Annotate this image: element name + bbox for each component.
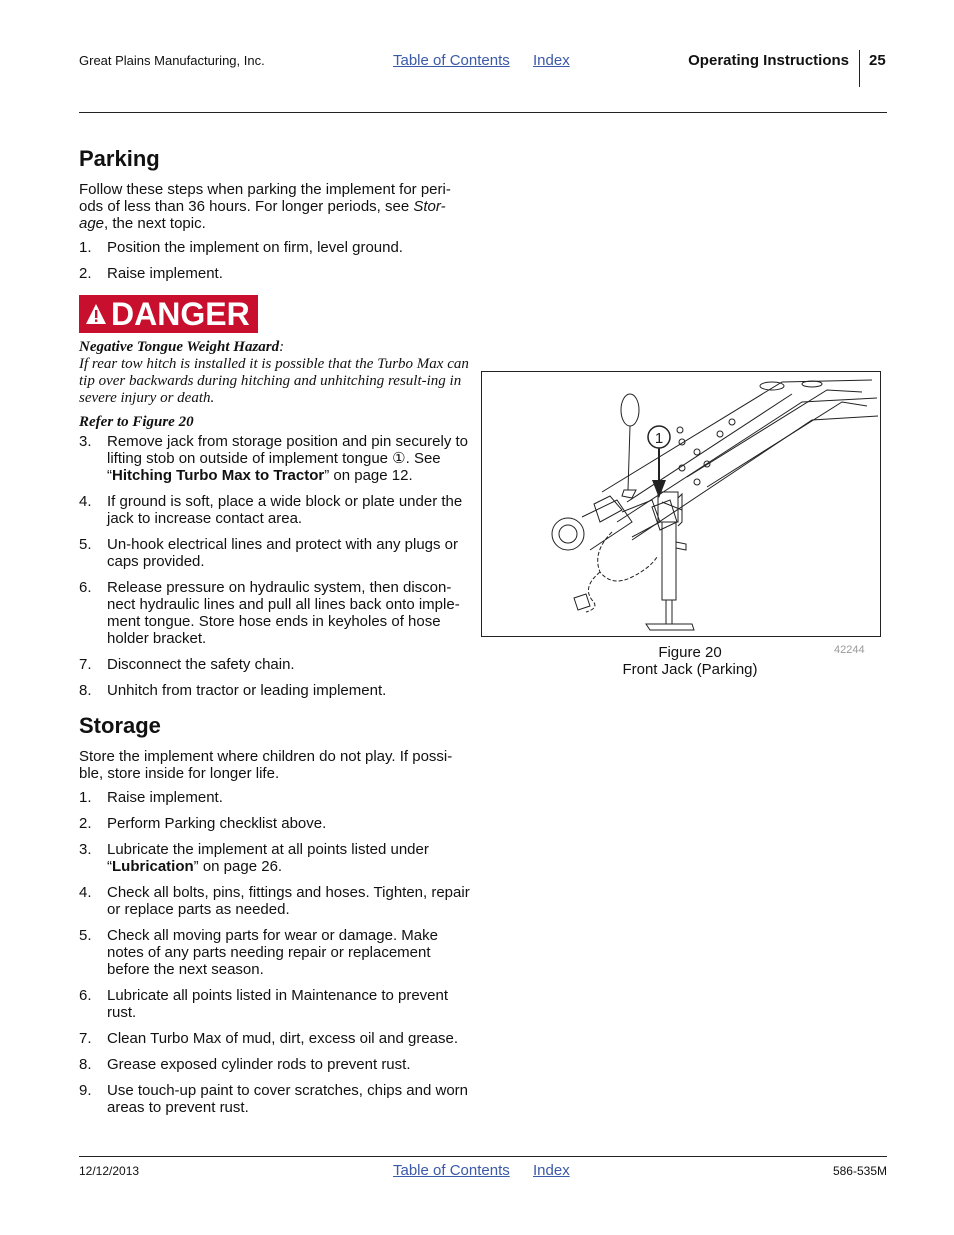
list-item: 1. Raise implement.: [79, 789, 223, 806]
header-toc-link[interactable]: Table of Contents: [393, 52, 510, 69]
front-jack-figure: [481, 371, 881, 637]
figure-image-id: 42244: [834, 644, 865, 656]
danger-label: DANGER: [111, 295, 250, 332]
figure-number: Figure 20: [658, 644, 722, 661]
storage-intro: Store the implement where children do not play. If possi-ble, store inside for longer life.: [79, 748, 453, 782]
section-title: Operating Instructions: [688, 52, 849, 69]
list-item: 5. Check all moving parts for wear or damage. Make notes of any parts needing repair or replacement before the next season.: [79, 927, 438, 978]
header-divider: [859, 50, 860, 87]
list-item: 4. Check all bolts, pins, fittings and hoses. Tighten, repair or replace parts as needed.: [79, 884, 470, 918]
list-item: 1. Position the implement on firm, level ground.: [79, 239, 403, 256]
storage-heading: Storage: [79, 713, 161, 738]
footer-date: 12/12/2013: [79, 1164, 140, 1178]
parking-intro: Follow these steps when parking the implement for peri-ods of less than 36 hours. For longer periods, see Stor-age, the next topic.: [79, 181, 451, 232]
hazard-block: Negative Tongue Weight Hazard: If rear tow hitch is installed it is possible that the Turbo Max can tip over backwards during hitching and unhitching result-ing in severe injury or death.: [79, 339, 469, 406]
list-item: 7. Clean Turbo Max of mud, dirt, excess oil and grease.: [79, 1030, 459, 1047]
footer-index-link[interactable]: Index: [533, 1162, 570, 1179]
list-item: 9. Use touch-up paint to cover scratches, chips and worn areas to prevent rust.: [79, 1082, 469, 1116]
list-item: 4. If ground is soft, place a wide block or plate under the jack to increase contact area.: [79, 493, 463, 527]
page-number: 25: [869, 52, 886, 69]
lubrication-link-text: Lubrication: [112, 858, 194, 875]
storage-steps: [79, 789, 474, 1116]
main-column: [79, 146, 474, 1125]
parking-steps-2: [79, 433, 474, 699]
list-item: 8. Unhitch from tractor or leading implement.: [79, 682, 387, 699]
list-item: 6. Release pressure on hydraulic system, then discon-nect hydraulic lines and pull all lines back onto imple-ment tongue. Store hose ends in keyholes of hose holder bracket.: [79, 579, 460, 647]
parking-steps-1: [79, 239, 474, 282]
hazard-text: If rear tow hitch is installed it is possible that the Turbo Max can tip over backwards during hitching and unhitching result-ing in severe injury or death.: [79, 356, 469, 406]
parking-heading: Parking: [79, 146, 160, 171]
list-item: 6. Lubricate all points listed in Maintenance to prevent rust.: [79, 987, 449, 1021]
hazard-title: Negative Tongue Weight Hazard: [79, 339, 280, 355]
list-item: 8. Grease exposed cylinder rods to prevent rust.: [79, 1056, 411, 1073]
list-item: 2. Raise implement.: [79, 265, 223, 282]
list-item: 3. Lubricate the implement at all points listed under “Lubrication” on page 26.: [79, 841, 429, 875]
hitching-link-text: Hitching Turbo Max to Tractor: [112, 467, 325, 484]
list-item: 3. Remove jack from storage position and pin securely to lifting stob on outside of implement tongue ①. See “Hitching Turbo Max to Tractor” on page 12.: [79, 433, 469, 484]
footer-toc-link[interactable]: Table of Contents: [393, 1162, 510, 1179]
footer-rule: [79, 1156, 887, 1157]
list-item: 7. Disconnect the safety chain.: [79, 656, 295, 673]
header-rule: [79, 112, 887, 113]
header-index-link[interactable]: Index: [533, 52, 570, 69]
footer-doc-number: 586-535M: [832, 1164, 887, 1178]
jack-illustration: [482, 372, 880, 636]
callout-number: 1: [654, 430, 664, 447]
figure-reference: Refer to Figure 20: [79, 414, 194, 430]
warning-triangle-icon: [85, 303, 111, 325]
list-item: 5. Un-hook electrical lines and protect with any plugs or caps provided.: [79, 536, 459, 570]
company-name: Great Plains Manufacturing, Inc.: [79, 53, 265, 68]
figure-title: Front Jack (Parking): [622, 661, 758, 678]
danger-badge: [79, 295, 258, 333]
list-item: 2. Perform Parking checklist above.: [79, 815, 327, 832]
